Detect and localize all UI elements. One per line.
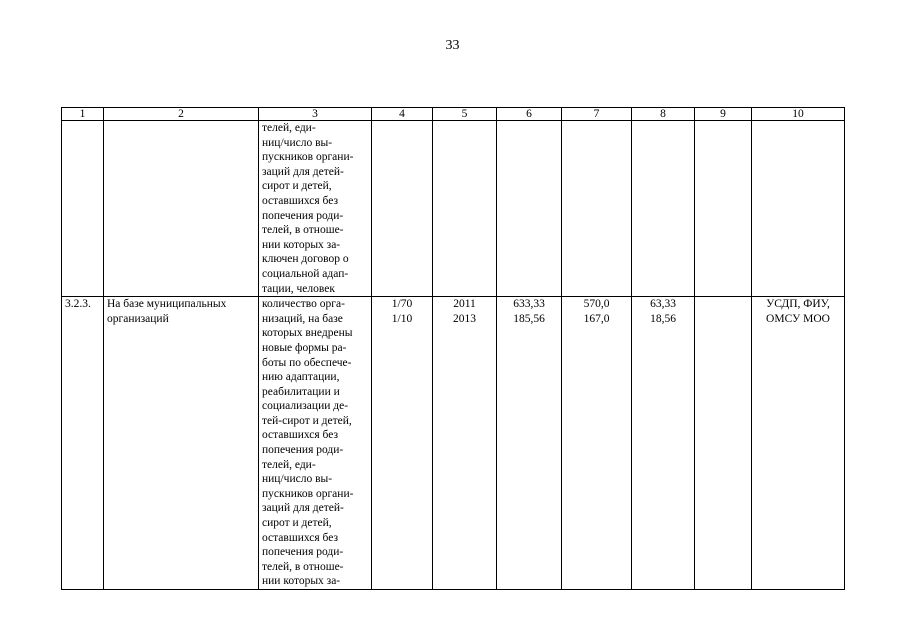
indicator-cell: количество орга- низаций, на базе которых внедрены новые формы ра- боты по обеспече- нию адаптации, реабилитации и социализации де- тей-сирот и детей, оставшихся без попечения роди- телей, еди- ниц/число вы- пускников органи- заций для детей- сирот и детей, оставшихся без попечения роди- телей, в отноше- нии которых за-	[259, 297, 372, 590]
value-cell	[695, 121, 752, 297]
value-line: 2011	[453, 298, 476, 311]
value-cell	[562, 121, 632, 297]
header-cell: 6	[497, 108, 562, 121]
value-line: 633,33	[513, 298, 545, 311]
value-cell	[497, 121, 562, 297]
value-line: 185,56	[513, 312, 545, 325]
value-cell	[695, 297, 752, 590]
activity-cell: На базе муниципальных организаций	[104, 297, 259, 590]
page-number: 33	[445, 38, 460, 53]
value-line: 2013	[453, 312, 476, 325]
table-row	[62, 297, 845, 590]
value-line: 570,0	[583, 298, 610, 311]
value-cell	[497, 297, 562, 590]
header-cell: 8	[632, 108, 695, 121]
row-number-cell: 3.2.3.	[62, 297, 104, 590]
row-number-cell	[62, 121, 104, 297]
table-header-row	[62, 108, 845, 121]
value-cell	[562, 297, 632, 590]
value-cell	[632, 297, 695, 590]
data-table	[61, 107, 845, 590]
value-cell	[632, 121, 695, 297]
value-line: 167,0	[583, 312, 610, 325]
value-line: 63,33	[650, 298, 676, 311]
value-line: 1/10	[391, 312, 413, 325]
header-cell: 2	[104, 108, 259, 121]
year-cell	[433, 297, 497, 590]
value-cell	[372, 121, 433, 297]
header-cell: 9	[695, 108, 752, 121]
header-cell: 10	[752, 108, 845, 121]
header-cell: 3	[259, 108, 372, 121]
header-cell: 7	[562, 108, 632, 121]
executor-cell: УСДП, ФИУ, ОМСУ МОО	[752, 297, 845, 590]
table-row	[62, 121, 845, 297]
value-line: 18,56	[650, 312, 676, 325]
indicator-cell: телей, еди- ниц/число вы- пускников органи- заций для детей- сирот и детей, оставшихся без попечения роди- телей, в отноше- нии которых за- ключен договор о социальной адап- тации, человек	[259, 121, 372, 297]
header-cell: 4	[372, 108, 433, 121]
value-cell	[372, 297, 433, 590]
executor-cell	[752, 121, 845, 297]
header-cell: 5	[433, 108, 497, 121]
activity-cell	[104, 121, 259, 297]
value-cell	[433, 121, 497, 297]
header-cell: 1	[62, 108, 104, 121]
value-line: 1/70	[391, 298, 413, 311]
